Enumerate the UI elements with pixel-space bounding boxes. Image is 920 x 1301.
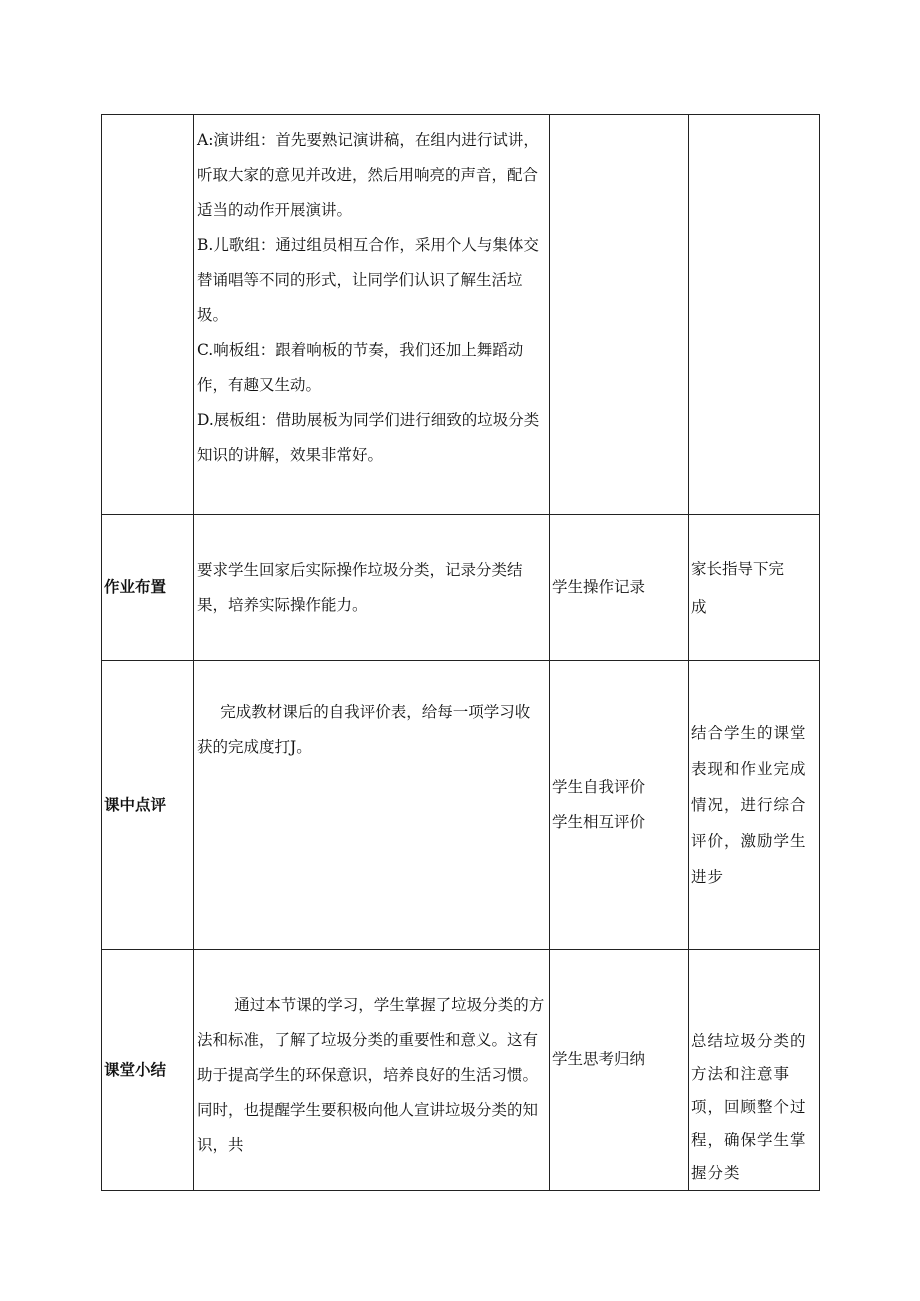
row-heading-homework: 作业布置	[102, 515, 194, 661]
summary-student-cell	[550, 950, 689, 1191]
student-activity-cell	[550, 115, 689, 515]
evaluation-teacher-cell	[689, 661, 820, 950]
activity-content-cell	[194, 115, 550, 515]
homework-teacher-cell	[689, 515, 820, 661]
parent-guide-line1: 家长指导下完	[691, 559, 785, 578]
evaluation-content-cell	[194, 661, 550, 950]
homework-student-cell	[550, 515, 689, 661]
table-row	[102, 950, 820, 1191]
evaluation-text: 完成教材课后的自我评价表，给每一项学习收获的完成度打J。	[197, 703, 531, 756]
student-reflect-text: 学生思考归纳	[552, 1050, 646, 1068]
group-a-text: A:演讲组：首先要熟记演讲稿，在组内进行试讲，听取大家的意见并改进，然后用响亮的声音，配合适当的动作开展演讲。	[197, 131, 539, 219]
evaluation-teacher-text: 结合学生的课堂表现和作业完成情况，进行综合评价，激励学生进步	[691, 724, 807, 886]
group-d-text: D.展板组：借助展板为同学们进行细致的垃圾分类知识的讲解，效果非常好。	[197, 411, 540, 464]
summary-text: 通过本节课的学习，学生掌握了垃圾分类的方法和标准，了解了垃圾分类的重要性和意义。这有助于提高学生的环保意识，培养良好的生活习惯。同时，也提醒学生要积极向他人宣讲垃圾分类的知识，共	[197, 996, 545, 1154]
evaluation-student-cell	[550, 661, 689, 950]
parent-guide-line2: 成	[691, 597, 707, 616]
homework-text: 要求学生回家后实际操作垃圾分类，记录分类结果，培养实际操作能力。	[197, 560, 523, 614]
group-c-text: C.响板组：跟着响板的节奏，我们还加上舞蹈动作，有趣又生动。	[197, 341, 524, 394]
lesson-plan-table	[101, 114, 820, 1191]
table-row	[102, 661, 820, 950]
peer-evaluation-text: 学生相互评价	[552, 813, 646, 831]
group-b-text: B.儿歌组：通过组员相互合作，采用个人与集体交替诵唱等不同的形式，让同学们认识了解生活垃圾。	[197, 236, 539, 324]
table-row	[102, 515, 820, 661]
homework-content-cell	[194, 515, 550, 661]
teacher-activity-cell	[689, 115, 820, 515]
student-record-text: 学生操作记录	[552, 578, 646, 596]
table-row	[102, 115, 820, 515]
summary-teacher-text: 总结垃圾分类的方法和注意事项，回顾整个过程，确保学生掌握分类	[691, 1032, 807, 1182]
row-heading	[102, 115, 194, 515]
summary-teacher-cell	[689, 950, 820, 1191]
summary-content-cell	[194, 950, 550, 1191]
row-heading-evaluation: 课中点评	[102, 661, 194, 950]
row-heading-summary: 课堂小结	[102, 950, 194, 1191]
self-evaluation-text: 学生自我评价	[552, 778, 646, 796]
